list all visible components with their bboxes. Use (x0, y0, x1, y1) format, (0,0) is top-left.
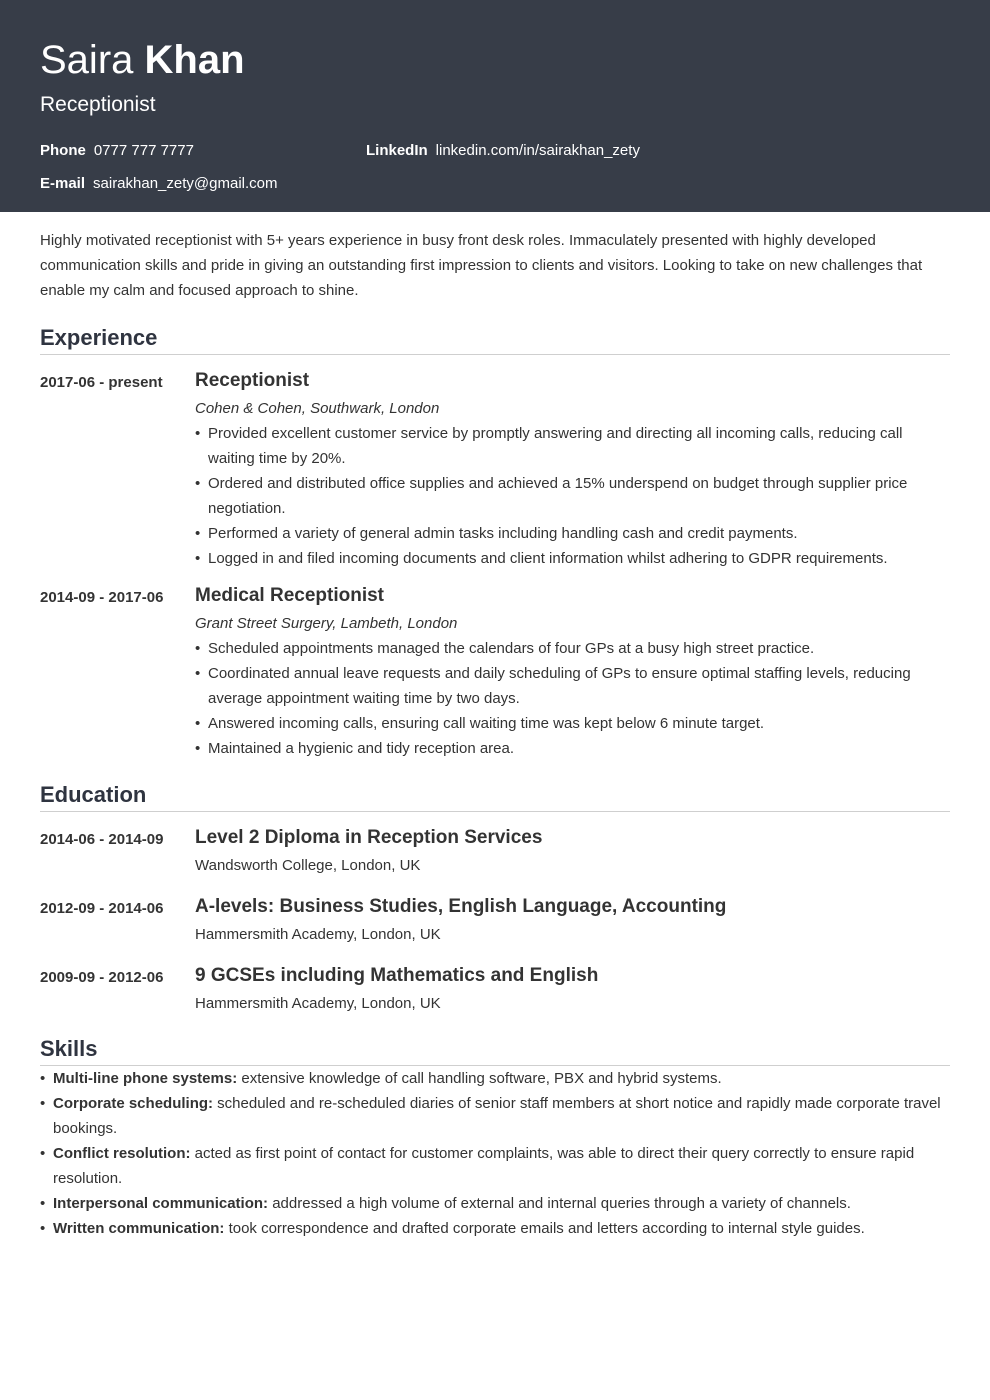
entry-dates: 2014-09 - 2017-06 (40, 589, 164, 606)
first-name: Saira (40, 38, 134, 82)
skill-item (40, 1141, 950, 1191)
duty-item: • Scheduled appointments managed the calendars of four GPs at a busy high street practice. (195, 636, 950, 661)
skill-name: Written communication: (53, 1220, 225, 1237)
experience-list (40, 367, 950, 761)
education-list (40, 824, 950, 1016)
degree-title: 9 GCSEs including Mathematics and English (195, 965, 599, 986)
duty-item: • Maintained a hygienic and tidy reception area. (195, 736, 950, 761)
email-link[interactable]: sairakhan_zety@gmail.com (93, 175, 278, 192)
skills-heading: Skills (40, 1035, 950, 1066)
company-name: Grant Street Surgery, Lambeth, London (195, 615, 458, 632)
skill-description: acted as first point of contact for customer complaints, was able to direct their query correctly to ensure rapid resolution. (53, 1145, 915, 1187)
skill-description: took correspondence and drafted corporate emails and letters according to internal style guides. (224, 1220, 865, 1237)
duties-list (195, 636, 950, 761)
skill-name: Multi-line phone systems: (53, 1070, 238, 1087)
skills-list (40, 1066, 950, 1241)
education-entry (40, 893, 950, 947)
resume-header (0, 0, 990, 212)
email-label: E-mail (40, 175, 86, 192)
duty-item: • Coordinated annual leave requests and daily scheduling of GPs to ensure optimal staffing levels, reducing average appointment waiting time by two days. (195, 661, 950, 711)
duties-list (195, 421, 950, 571)
entry-dates: 2014-06 - 2014-09 (40, 831, 164, 848)
linkedin-label: LinkedIn (366, 142, 428, 159)
education-heading: Education (40, 781, 950, 812)
education-entry (40, 962, 950, 1016)
skill-name: Interpersonal communication: (53, 1195, 269, 1212)
job-title: Receptionist (195, 370, 310, 391)
contact-linkedin (366, 141, 640, 161)
duty-item: • Ordered and distributed office supplies and achieved a 15% underspend on budget through supplier price negotiation. (195, 471, 950, 521)
skill-description: scheduled and re-scheduled diaries of senior staff members at short notice and rapidly made corporate travel bookings. (53, 1095, 941, 1137)
resume-body (0, 228, 990, 1241)
duty-item: • Performed a variety of general admin tasks including handling cash and credit payments. (195, 521, 950, 546)
profile-summary: Highly motivated receptionist with 5+ years experience in busy front desk roles. Immaculately presented with highly developed communication skills and pride in giving an outstanding first impression to clients and visitors. Looking to take on new challenges that enable my calm and focused approach to shine. (40, 232, 923, 299)
entry-dates: 2009-09 - 2012-06 (40, 969, 164, 986)
skill-item (40, 1091, 950, 1141)
skill-item (40, 1216, 950, 1241)
contact-phone (40, 141, 194, 161)
phone-label: Phone (40, 142, 86, 159)
school-name: Hammersmith Academy, London, UK (195, 995, 441, 1012)
education-entry (40, 824, 950, 878)
duty-item: • Answered incoming calls, ensuring call waiting time was kept below 6 minute target. (195, 711, 950, 736)
skill-description: extensive knowledge of call handling software, PBX and hybrid systems. (237, 1070, 722, 1087)
duty-item: • Provided excellent customer service by promptly answering and directing all incoming calls, reducing call waiting time by 20%. (195, 421, 950, 471)
skill-name: Conflict resolution: (53, 1145, 191, 1162)
phone-value[interactable]: 0777 777 7777 (93, 142, 194, 159)
experience-entry (40, 367, 950, 571)
candidate-name (40, 36, 950, 84)
contact-email (40, 174, 277, 194)
job-title: Medical Receptionist (195, 585, 384, 606)
degree-title: Level 2 Diploma in Reception Services (195, 827, 543, 848)
job-role: Receptionist (40, 93, 156, 116)
school-name: Hammersmith Academy, London, UK (195, 926, 441, 943)
duty-item: • Logged in and filed incoming documents and client information whilst adhering to GDPR requirements. (195, 546, 950, 571)
school-name: Wandsworth College, London, UK (195, 857, 421, 874)
degree-title: A-levels: Business Studies, English Language, Accounting (195, 896, 727, 917)
skill-item (40, 1191, 950, 1216)
experience-heading: Experience (40, 324, 950, 355)
skill-item (40, 1066, 950, 1091)
entry-dates: 2012-09 - 2014-06 (40, 900, 164, 917)
skill-description: addressed a high volume of external and internal queries through a variety of channels. (268, 1195, 851, 1212)
skill-name: Corporate scheduling: (53, 1095, 214, 1112)
linkedin-link[interactable]: linkedin.com/in/sairakhan_zety (435, 142, 640, 159)
last-name: Khan (144, 38, 245, 82)
company-name: Cohen & Cohen, Southwark, London (195, 400, 440, 417)
experience-entry (40, 582, 950, 761)
entry-dates: 2017-06 - present (40, 374, 163, 391)
